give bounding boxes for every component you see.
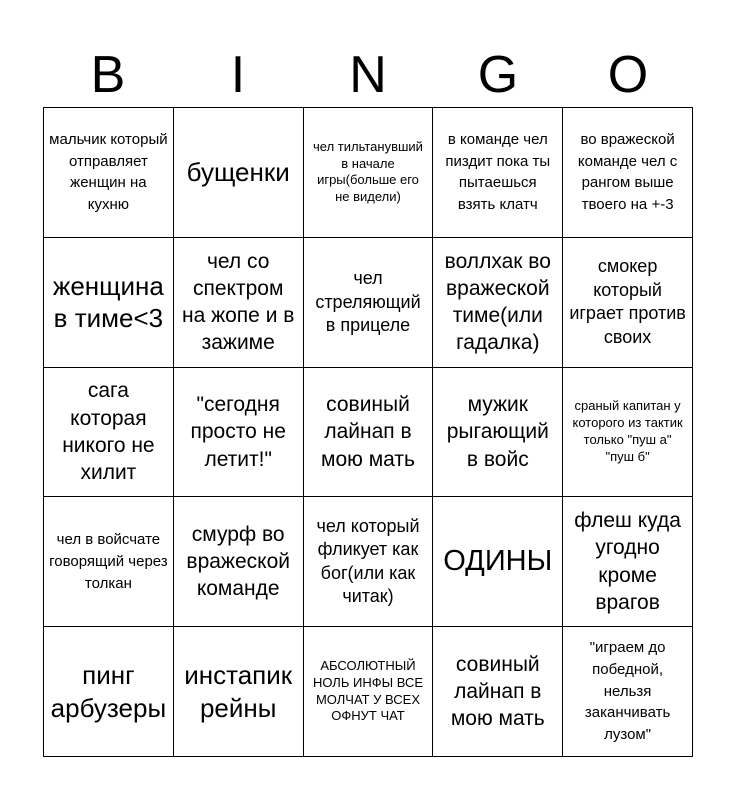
bingo-cell[interactable]: пинг арбузеры — [44, 627, 174, 757]
bingo-cell[interactable]: чел в войсчате говорящий через толкан — [44, 497, 174, 627]
bingo-cell[interactable]: мальчик который отправляет женщин на кухню — [44, 108, 174, 238]
bingo-cell[interactable]: "сегодня просто не летит!" — [174, 368, 304, 498]
bingo-cell[interactable]: ОДИНЫ — [433, 497, 563, 627]
bingo-cell[interactable]: совиный лайнап в мою мать — [304, 368, 434, 498]
bingo-cell[interactable]: совиный лайнап в мою мать — [433, 627, 563, 757]
bingo-cell[interactable]: инстапик рейны — [174, 627, 304, 757]
bingo-cell[interactable]: бущенки — [174, 108, 304, 238]
header-letter-n: N — [349, 46, 387, 104]
bingo-cell[interactable]: мужик рыгающий в войс — [433, 368, 563, 498]
bingo-cell[interactable]: смурф во вражеской команде — [174, 497, 304, 627]
bingo-cell[interactable]: смокер который играет против своих — [563, 238, 693, 368]
bingo-cell[interactable]: чел тильтанувший в начале игры(больше его не видели) — [304, 108, 434, 238]
header-letter-b: B — [90, 46, 126, 104]
bingo-cell[interactable]: чел который фликует как бог(или как читак) — [304, 497, 434, 627]
bingo-cell[interactable]: во вражеской команде чел с рангом выше твоего на +-3 — [563, 108, 693, 238]
bingo-cell[interactable]: чел стреляющий в прицеле — [304, 238, 434, 368]
bingo-cell[interactable]: "играем до победной, нельзя заканчивать лузом" — [563, 627, 693, 757]
bingo-cell[interactable]: сага которая никого не хилит — [44, 368, 174, 498]
bingo-grid — [43, 107, 693, 757]
bingo-cell[interactable]: сраный капитан у которого из тактик только "пуш а" "пуш б" — [563, 368, 693, 498]
bingo-cell[interactable]: АБСОЛЮТНЫЙ НОЛЬ ИНФЫ ВСЕ МОЛЧАТ У ВСЕХ ОФНУТ ЧАТ — [304, 627, 434, 757]
bingo-cell[interactable]: чел со спектром на жопе и в зажиме — [174, 238, 304, 368]
bingo-cell[interactable]: в команде чел пиздит пока ты пытаешься взять клатч — [433, 108, 563, 238]
bingo-cell[interactable]: флеш куда угодно кроме врагов — [563, 497, 693, 627]
bingo-cell[interactable]: воллхак во вражеской тиме(или гадалка) — [433, 238, 563, 368]
bingo-header — [43, 42, 693, 108]
header-letter-o: O — [607, 46, 649, 104]
header-letter-g: G — [477, 46, 519, 104]
bingo-cell[interactable]: женщина в тиме<3 — [44, 238, 174, 368]
header-letter-i: I — [230, 46, 246, 104]
